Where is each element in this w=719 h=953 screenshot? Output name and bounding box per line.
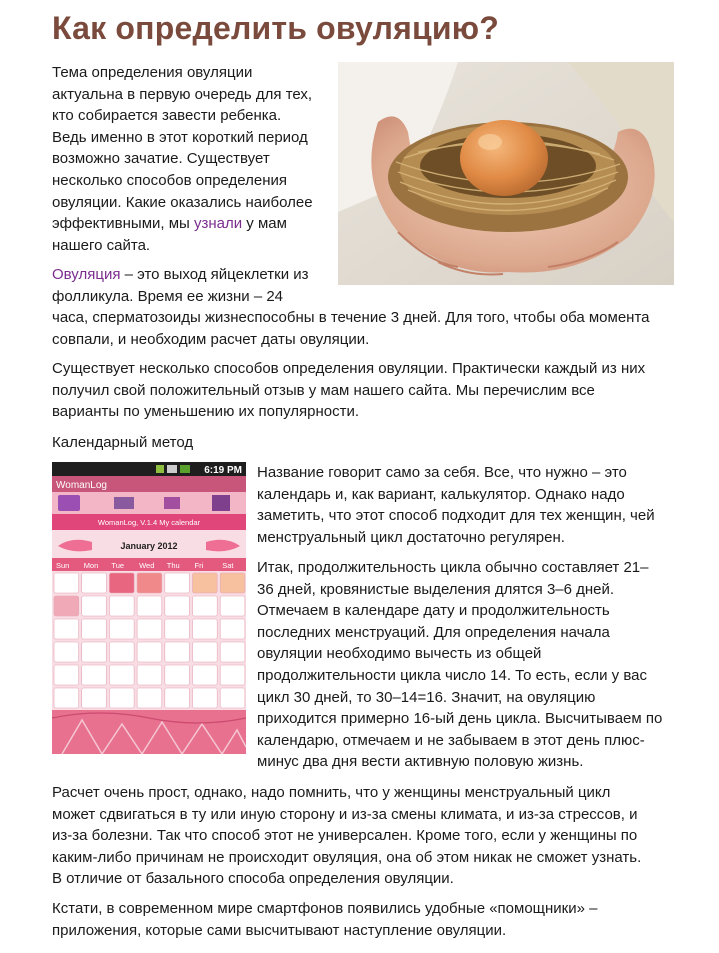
weekday-label: Mon bbox=[83, 561, 99, 570]
calendar-text-line: календарю, отмечаем и не забываем в этот день плюс- bbox=[257, 731, 645, 749]
calendar-day-cell bbox=[109, 642, 134, 662]
calendar-day-cell bbox=[220, 596, 245, 616]
calendar-day-cell bbox=[109, 573, 134, 593]
intro-line: Ведь именно в этот короткий период bbox=[52, 128, 308, 146]
calendar-text-line: менструальный цикл достаточно регулярен. bbox=[257, 528, 565, 546]
apps-text-line: Кстати, в современном мире смартфонов появились удобные «помощники» – bbox=[52, 900, 598, 917]
weekday-label: Sun bbox=[56, 561, 70, 570]
definition-line: совпали, и необходим расчет даты овуляции. bbox=[52, 330, 370, 348]
page-title: Как определить овуляцию? bbox=[52, 10, 500, 46]
calendar-day-cell bbox=[82, 619, 107, 639]
calendar-method-heading: Календарный метод bbox=[52, 434, 194, 451]
definition-text: – это выход яйцеклетки из bbox=[120, 266, 309, 283]
settings-tab-icon bbox=[164, 497, 180, 509]
intro-line: актуальна в первую очередь для тех, bbox=[52, 85, 313, 103]
version-title: WomanLog, V.1.4 My calendar bbox=[97, 518, 201, 527]
calendar-day-cell bbox=[220, 665, 245, 685]
month-label: January 2012 bbox=[120, 541, 178, 551]
calendar-tab-icon bbox=[58, 495, 80, 511]
calendar-day-cell bbox=[220, 619, 245, 639]
calendar-text-line: цикл 30 дней, то 30–14=16. Значит, на овуляцию bbox=[257, 688, 596, 706]
calendar-day-cell bbox=[82, 573, 107, 593]
calendar-day-cell bbox=[54, 596, 79, 616]
intro-line: нашего сайта. bbox=[52, 236, 151, 254]
calendar-text-line: календарь и, как вариант, калькулятор. Однако надо bbox=[257, 485, 625, 503]
calendar-day-cell bbox=[137, 688, 162, 708]
intro-line: несколько способов определения bbox=[52, 172, 288, 189]
calendar-day-cell bbox=[165, 665, 190, 685]
calendar-day-cell bbox=[220, 688, 245, 708]
weekday-label: Tue bbox=[111, 561, 125, 570]
calendar-day-cell bbox=[165, 619, 190, 639]
calendar-text-line: 36 дней, кровянистые выделения длятся 3–6 дней. bbox=[257, 580, 615, 598]
calendar-day-cell bbox=[54, 573, 79, 593]
calendar-day-cell bbox=[82, 688, 107, 708]
calendar-day-cell bbox=[137, 642, 162, 662]
methods-line: варианты по уменьшению их популярности. bbox=[52, 403, 360, 421]
calendar-day-cell bbox=[193, 665, 218, 685]
calendar-day-cell bbox=[109, 619, 134, 639]
calendar-text-line: минус два дня вести активную половую жизнь. bbox=[257, 753, 584, 771]
definition-line: часа, сперматозоиды жизнеспособны в течение 3 дней. Для того, чтобы оба момента bbox=[52, 309, 650, 327]
phone-time: 6:19 PM bbox=[204, 465, 242, 476]
weekday-label: Thu bbox=[166, 561, 180, 570]
calendar-day-cell bbox=[193, 596, 218, 616]
calendar-text-line: продолжительности цикла число 14. То есть, если у вас bbox=[257, 667, 647, 684]
chart-tab-icon bbox=[114, 497, 134, 509]
intro-text: эффективными, мы bbox=[52, 215, 194, 233]
calendar-day-cell bbox=[165, 596, 190, 616]
calendar-day-cell bbox=[54, 619, 79, 639]
apps-text-line: приложения, которые сами высчитывают наступление овуляции. bbox=[52, 921, 507, 939]
calendar-app-screenshot bbox=[52, 462, 246, 754]
calendar-day-cell bbox=[165, 573, 190, 593]
weekday-label: Sat bbox=[222, 561, 234, 570]
definition-line: фолликула. Время ее жизни – 24 bbox=[52, 287, 284, 305]
egg-nest-photo bbox=[338, 62, 674, 285]
calendar-day-cell bbox=[165, 688, 190, 708]
calendar-day-cell bbox=[109, 665, 134, 685]
intro-line: кто собирается завести ребенка. bbox=[52, 107, 282, 125]
calendar-text-line: Отмечаем в календаре дату и продолжительность bbox=[257, 602, 610, 620]
calendar-day-cell bbox=[193, 688, 218, 708]
ovulation-link[interactable]: Овуляция bbox=[52, 266, 121, 283]
calc-text-line: может сдвигаться в ту или иную сторону и из-за смены климата, и из-за стрессов, и bbox=[52, 805, 638, 823]
calendar-day-cell bbox=[193, 573, 218, 593]
calendar-day-cell bbox=[137, 665, 162, 685]
calendar-day-cell bbox=[165, 642, 190, 662]
methods-line: Существует несколько способов определения овуляции. Практически каждый из них bbox=[52, 360, 646, 377]
calendar-day-cell bbox=[137, 596, 162, 616]
calendar-text-line: последних менструаций. Для определения начала bbox=[257, 623, 610, 641]
weekday-label: Fri bbox=[194, 561, 204, 570]
calendar-day-cell bbox=[220, 642, 245, 662]
calendar-text-line: приходится примерно 16-ый день цикла. Высчитываем по bbox=[257, 710, 663, 728]
calendar-text-line: Название говорит само за себя. Все, что нужно – это bbox=[257, 464, 627, 481]
calendar-text-line: Итак, продолжительность цикла обычно составляет 21– bbox=[257, 559, 649, 576]
calendar-day-cell bbox=[54, 688, 79, 708]
calc-text-line: из-за болезни. Так что способ этот не универсален. Кроме того, если у женщины по bbox=[52, 827, 638, 845]
calendar-day-cell bbox=[82, 642, 107, 662]
info-tab-icon bbox=[212, 495, 230, 511]
app-name: WomanLog bbox=[56, 480, 107, 491]
calendar-day-cell bbox=[82, 665, 107, 685]
calendar-day-cell bbox=[193, 642, 218, 662]
calendar-text-line: заметить, что этот способ подходит для тех женщин, чей bbox=[257, 507, 655, 525]
calendar-day-cell bbox=[82, 596, 107, 616]
calendar-day-cell bbox=[54, 665, 79, 685]
calendar-day-cell bbox=[137, 573, 162, 593]
definition-line bbox=[52, 264, 309, 286]
intro-line: Тема определения овуляции bbox=[52, 64, 253, 81]
calendar-day-cell bbox=[54, 642, 79, 662]
intro-line: возможно зачатие. Существует bbox=[52, 150, 270, 168]
intro-line bbox=[52, 213, 287, 235]
calendar-day-cell bbox=[193, 619, 218, 639]
intro-text: у мам bbox=[242, 215, 287, 233]
intro-line: овуляции. Какие оказались наиболее bbox=[52, 193, 313, 211]
calc-text-line: В отличие от базального способа определения овуляции. bbox=[52, 870, 454, 888]
calc-text-line: каким-либо причинам не происходит овуляция, она об этом никак не сможет узнать. bbox=[52, 848, 642, 866]
methods-line: получил свой положительный отзыв у мам нашего сайта. Мы перечислим все bbox=[52, 381, 595, 399]
calc-text-line: Расчет очень прост, однако, надо помнить, что у женщины менструальный цикл bbox=[52, 784, 611, 801]
weekday-label: Wed bbox=[139, 561, 155, 570]
calendar-day-cell bbox=[109, 596, 134, 616]
calendar-day-cell bbox=[109, 688, 134, 708]
calendar-day-cell bbox=[137, 619, 162, 639]
calendar-day-cell bbox=[220, 573, 245, 593]
calendar-text-line: овуляции необходимо вычесть из общей bbox=[257, 645, 542, 663]
learned-link[interactable]: узнали bbox=[193, 215, 243, 233]
